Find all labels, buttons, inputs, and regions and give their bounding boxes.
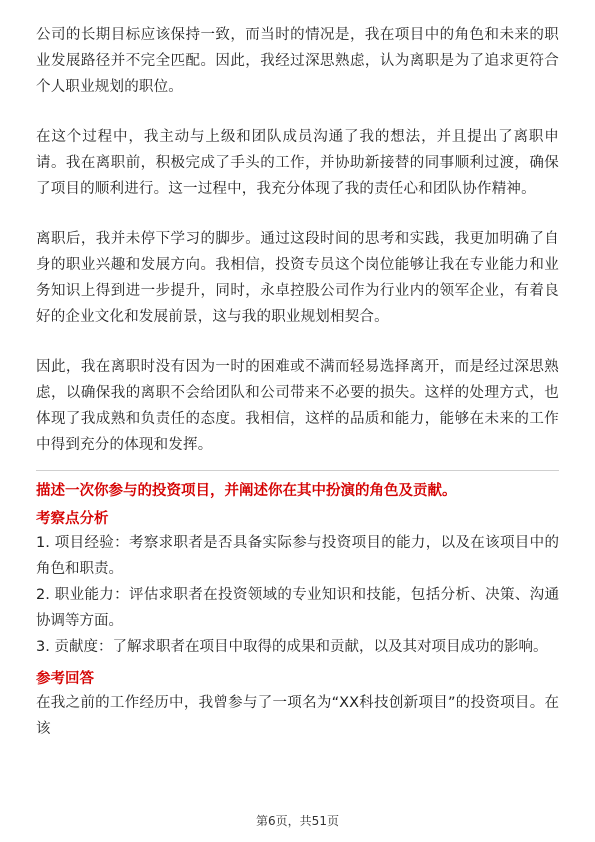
page-footer: 第6页，共51页 (256, 814, 339, 828)
analysis-point-1: 1. 项目经验：考察求职者是否具备实际参与投资项目的能力，以及在该项目中的角色和职责。 (36, 535, 559, 577)
analysis-title: 考察点分析 (36, 511, 109, 527)
analysis-point-2: 2. 职业能力：评估求职者在投资领域的专业知识和技能，包括分析、决策、沟通协调等方面。 (36, 587, 559, 629)
body-paragraph-3: 离职后，我并未停下学习的脚步。通过这段时间的思考和实践，我更加明确了自身的职业兴趣和发展方向。我相信，投资专员这个岗位能够让我在专业能力和业务知识上得到进一步提升，同时，永卓控股公司作为行业内的领军企业，有着良好的企业文化和发展前景，这与我的职业规划相契合。 (36, 231, 559, 325)
document-content (36, 22, 559, 742)
analysis-point-3: 3. 贡献度：了解求职者在项目中取得的成果和贡献，以及其对项目成功的影响。 (36, 639, 548, 655)
body-paragraph-2: 在这个过程中，我主动与上级和团队成员沟通了我的想法，并且提出了离职申请。我在离职前，积极完成了手头的工作，并协助新接替的同事顺利过渡，确保了项目的顺利进行。这一过程中，我充分体现了我的责任心和团队协作精神。 (36, 129, 559, 197)
interview-question: 描述一次你参与的投资项目，并阐述你在其中扮演的角色及贡献。 (36, 483, 457, 499)
answer-text: 在我之前的工作经历中，我曾参与了一项名为“XX科技创新项目”的投资项目。在该 (36, 695, 559, 737)
answer-title: 参考回答 (36, 671, 94, 687)
section-divider (36, 470, 559, 471)
body-paragraph-1: 公司的长期目标应该保持一致，而当时的情况是，我在项目中的角色和未来的职业发展路径并不完全匹配。因此，我经过深思熟虑，认为离职是为了追求更符合个人职业规划的职位。 (36, 27, 559, 95)
body-paragraph-4: 因此，我在离职时没有因为一时的困难或不满而轻易选择离开，而是经过深思熟虑，以确保我的离职不会给团队和公司带来不必要的损失。这样的处理方式，也体现了我成熟和负责任的态度。我相信，这样的品质和能力，能够在未来的工作中得到充分的体现和发挥。 (36, 359, 559, 453)
